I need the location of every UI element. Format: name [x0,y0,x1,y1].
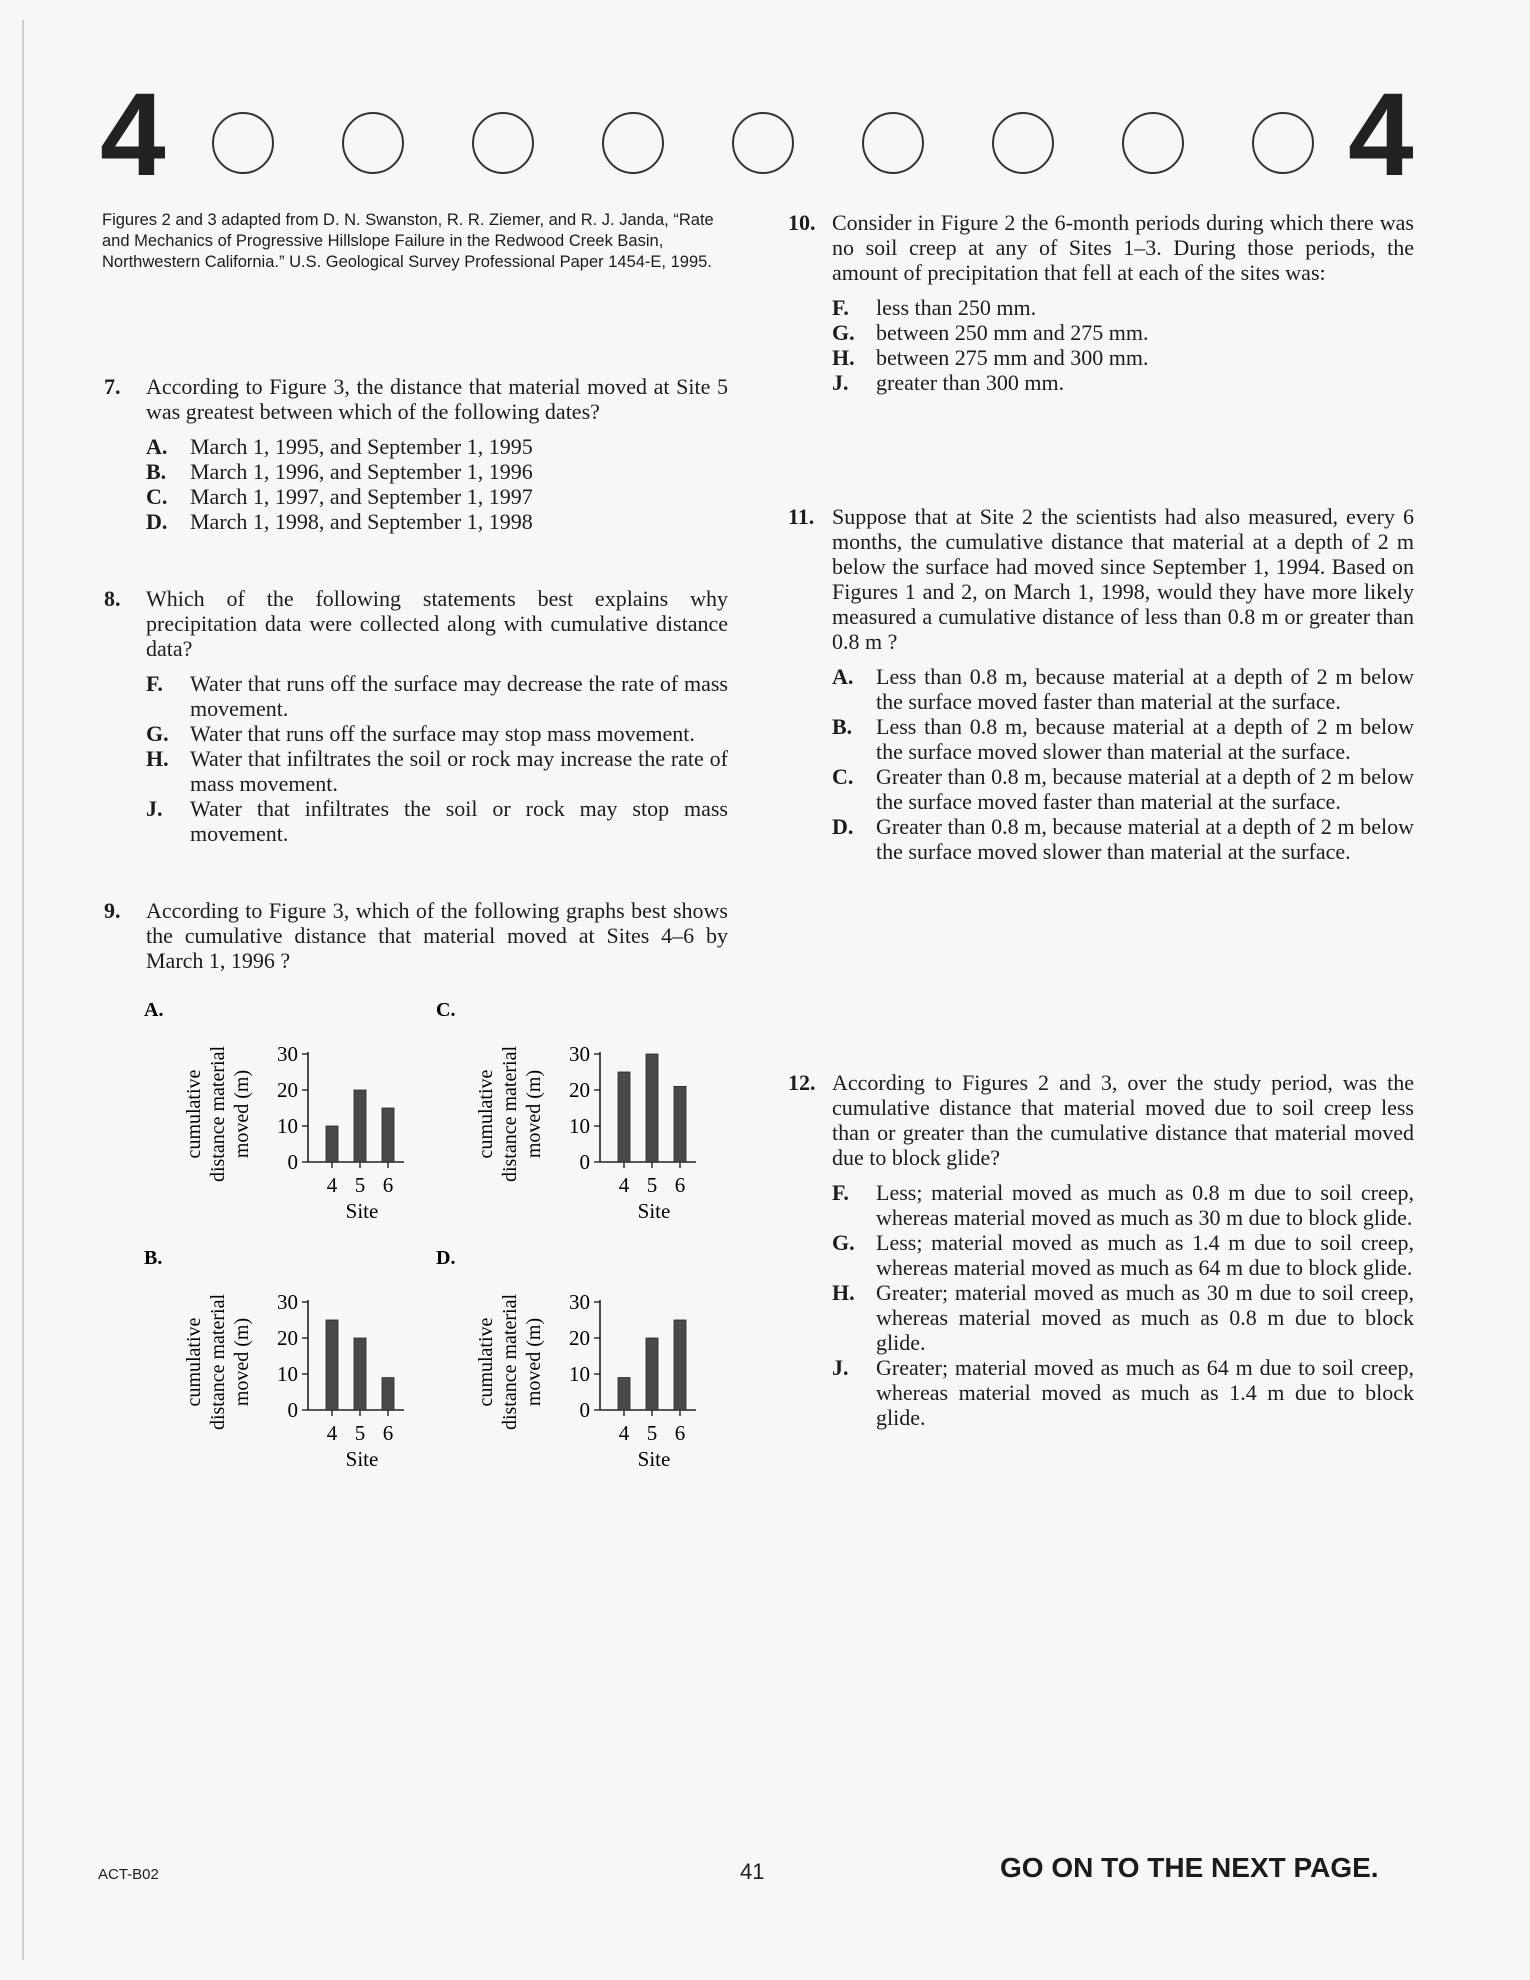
option-text: between 250 mm and 275 mm. [876,320,1149,345]
question-10 [788,210,1414,395]
bar-chart [140,998,450,1228]
y-tick-label: 0 [287,1398,298,1422]
y-axis-label: moved (m) [231,1317,253,1407]
answer-option[interactable] [146,746,728,796]
chart-option-letter: D. [436,1247,456,1269]
option-text: between 275 mm and 300 mm. [876,345,1149,370]
option-letter: A. [146,434,168,459]
answer-option[interactable] [832,345,1414,370]
y-tick-label: 10 [277,1114,298,1138]
option-text: Greater than 0.8 m, because material at a depth of 2 m below the surface moved slower than material at the surface. [876,814,1414,864]
circle-decoration [732,112,794,174]
question-7 [104,374,728,534]
circle-decoration [1252,112,1314,174]
scan-edge [22,20,24,1960]
option-letter: C. [832,764,854,789]
bar [646,1054,658,1162]
answer-options [146,671,728,846]
chart-option-d[interactable] [432,1246,742,1481]
question-number: 12. [788,1070,816,1095]
x-tick-label: 6 [674,1421,686,1445]
bar-chart [432,998,742,1228]
bar [354,1338,366,1410]
x-tick-label: 5 [354,1421,366,1445]
bar-chart [432,1246,742,1476]
x-tick-label: 6 [674,1173,686,1197]
x-axis-label: Site [637,1447,671,1471]
x-tick-label: 4 [618,1421,630,1445]
option-letter: J. [832,1355,849,1380]
y-axis-label: moved (m) [523,1317,545,1407]
answer-option[interactable] [146,796,728,846]
y-axis-label: moved (m) [231,1069,253,1159]
bar-chart [140,1246,450,1476]
chart-option-letter: B. [144,1247,163,1269]
option-text: Water that infiltrates the soil or rock may increase the rate of mass movement. [190,746,728,796]
option-letter: G. [146,721,169,746]
x-axis-label: Site [345,1447,379,1471]
section-number-left: 4 [100,69,166,201]
bar [674,1086,686,1162]
y-axis-label: cumulative [475,1317,497,1407]
y-tick-label: 20 [569,1078,590,1102]
next-page-instruction: GO ON TO THE NEXT PAGE. [1000,1852,1379,1883]
y-tick-label: 30 [569,1042,590,1066]
x-tick-label: 5 [646,1173,658,1197]
question-number: 11. [788,504,815,529]
bar [674,1320,686,1410]
bar [326,1126,338,1162]
question-8 [104,586,728,846]
circle-decoration [1122,112,1184,174]
bar [326,1320,338,1410]
chart-option-a[interactable] [140,998,450,1233]
question-stem: Which of the following statements best explains why precipitation data were collected along with cumulative distance data? [146,586,728,661]
x-tick-label: 4 [618,1173,630,1197]
answer-options [832,664,1414,864]
option-letter: B. [832,714,853,739]
y-axis-label: distance material [499,1045,521,1183]
circle-decoration [862,112,924,174]
question-number: 9. [104,898,121,923]
option-letter: J. [146,796,163,821]
option-letter: G. [832,320,855,345]
x-axis-label: Site [345,1199,379,1223]
y-tick-label: 0 [287,1150,298,1174]
option-text: Greater; material moved as much as 64 m due to soil creep, whereas material moved as much as 1.4 m due to block glide. [876,1355,1414,1430]
bar [382,1108,394,1162]
chart-option-letter: C. [436,999,456,1021]
y-tick-label: 30 [569,1290,590,1314]
y-axis-label: cumulative [183,1317,205,1407]
answer-option[interactable] [832,1180,1414,1230]
bar [618,1072,630,1162]
answer-option[interactable] [146,459,728,484]
circle-decoration [992,112,1054,174]
option-letter: A. [832,664,854,689]
circle-decoration [212,112,274,174]
option-letter: H. [832,345,855,370]
y-tick-label: 20 [277,1326,298,1350]
option-text: Greater; material moved as much as 30 m due to soil creep, whereas material moved as much as 0.8 m due to block glide. [876,1280,1414,1355]
form-id: ACT-B02 [98,1866,159,1883]
page-number: 41 [740,1859,765,1884]
circle-decoration [342,112,404,174]
option-text: March 1, 1998, and September 1, 1998 [190,509,533,534]
y-axis-label: cumulative [475,1069,497,1159]
y-tick-label: 20 [569,1326,590,1350]
x-axis-label: Site [637,1199,671,1223]
x-tick-label: 4 [326,1173,338,1197]
answer-option[interactable] [832,1280,1414,1355]
option-text: less than 250 mm. [876,295,1037,320]
y-tick-label: 10 [569,1114,590,1138]
answer-option[interactable] [832,814,1414,864]
option-text: Less; material moved as much as 1.4 m due to soil creep, whereas material moved as much as 64 m due to block glide. [876,1230,1414,1280]
x-tick-label: 5 [646,1421,658,1445]
y-tick-label: 30 [277,1042,298,1066]
answer-option[interactable] [832,370,1414,395]
option-text: Water that runs off the surface may decrease the rate of mass movement. [190,671,728,721]
answer-options [832,1180,1414,1430]
x-tick-label: 6 [382,1421,394,1445]
option-letter: F. [832,295,849,320]
question-stem: Suppose that at Site 2 the scientists had also measured, every 6 months, the cumulative distance that material at a depth of 2 m below the surface had moved since September 1, 1994. Based on Figures 1 and 2, on March 1, 1998, would they have more likely measured a cumulative distance of less than 0.8 m or greater than 0.8 m ? [832,504,1414,654]
question-stem: According to Figure 3, which of the following graphs best shows the cumulative distance that material moved at Sites 4–6 by March 1, 1996 ? [146,898,728,973]
bar [354,1090,366,1162]
question-stem: Consider in Figure 2 the 6-month periods during which there was no soil creep at any of Sites 1–3. During those periods, the amount of precipitation that fell at each of the sites was: [832,210,1414,285]
y-axis-label: cumulative [183,1069,205,1159]
y-tick-label: 0 [579,1398,590,1422]
y-tick-label: 10 [277,1362,298,1386]
y-tick-label: 20 [277,1078,298,1102]
question-number: 10. [788,210,816,235]
bar [382,1378,394,1410]
option-text: Less; material moved as much as 0.8 m due to soil creep, whereas material moved as much as 30 m due to block glide. [876,1180,1414,1230]
option-text: Water that runs off the surface may stop mass movement. [190,721,695,746]
option-text: March 1, 1997, and September 1, 1997 [190,484,533,509]
y-axis-label: distance material [207,1293,229,1431]
bar [646,1338,658,1410]
option-text: Water that infiltrates the soil or rock may stop mass movement. [190,796,728,846]
y-tick-label: 10 [569,1362,590,1386]
answer-option[interactable] [832,1355,1414,1430]
question-9 [104,898,728,973]
answer-option[interactable] [832,1230,1414,1280]
option-letter: F. [146,671,163,696]
question-12 [788,1070,1414,1430]
option-letter: H. [146,746,169,771]
x-tick-label: 5 [354,1173,366,1197]
option-letter: G. [832,1230,855,1255]
bar [618,1378,630,1410]
answer-option[interactable] [146,484,728,509]
option-letter: B. [146,459,167,484]
answer-option[interactable] [146,671,728,721]
y-axis-label: moved (m) [523,1069,545,1159]
chart-option-letter: A. [144,999,164,1021]
option-letter: F. [832,1180,849,1205]
option-text: Less than 0.8 m, because material at a depth of 2 m below the surface moved slower than material at the surface. [876,714,1414,764]
answer-option[interactable] [146,721,728,746]
answer-option[interactable] [832,295,1414,320]
section-number-right: 4 [1348,69,1414,201]
question-stem: According to Figure 3, the distance that material moved at Site 5 was greatest between which of the following dates? [146,374,728,424]
option-letter: D. [832,814,854,839]
y-tick-label: 30 [277,1290,298,1314]
chart-option-b[interactable] [140,1246,450,1481]
option-letter: J. [832,370,849,395]
question-11 [788,504,1414,864]
option-letter: H. [832,1280,855,1305]
answer-option[interactable] [146,509,728,534]
option-text: Greater than 0.8 m, because material at a depth of 2 m below the surface moved faster than material at the surface. [876,764,1414,814]
x-tick-label: 4 [326,1421,338,1445]
option-letter: D. [146,509,168,534]
answer-option[interactable] [832,664,1414,714]
answer-option[interactable] [832,320,1414,345]
answer-options [146,434,728,534]
option-text: March 1, 1995, and September 1, 1995 [190,434,533,459]
option-letter: C. [146,484,168,509]
question-stem: According to Figures 2 and 3, over the study period, was the cumulative distance that material moved due to soil creep less than or greater than the cumulative distance that material moved due to block glide? [832,1070,1414,1170]
y-tick-label: 0 [579,1150,590,1174]
answer-option[interactable] [146,434,728,459]
option-text: greater than 300 mm. [876,370,1065,395]
question-number: 8. [104,586,121,611]
answer-option[interactable] [832,714,1414,764]
chart-option-c[interactable] [432,998,742,1233]
circle-decoration [472,112,534,174]
y-axis-label: distance material [499,1293,521,1431]
figure-credit: Figures 2 and 3 adapted from D. N. Swanston, R. R. Ziemer, and R. J. Janda, “Rate and Mechanics of Progressive Hillslope Failure in the Redwood Creek Basin, Northwestern California.” U.S. Geological Survey Professional Paper 1454-E, 1995. [102,211,714,271]
option-text: March 1, 1996, and September 1, 1996 [190,459,533,484]
option-text: Less than 0.8 m, because material at a depth of 2 m below the surface moved faster than material at the surface. [876,664,1414,714]
circle-decoration [602,112,664,174]
x-tick-label: 6 [382,1173,394,1197]
answer-option[interactable] [832,764,1414,814]
answer-options [832,295,1414,395]
y-axis-label: distance material [207,1045,229,1183]
question-number: 7. [104,374,121,399]
